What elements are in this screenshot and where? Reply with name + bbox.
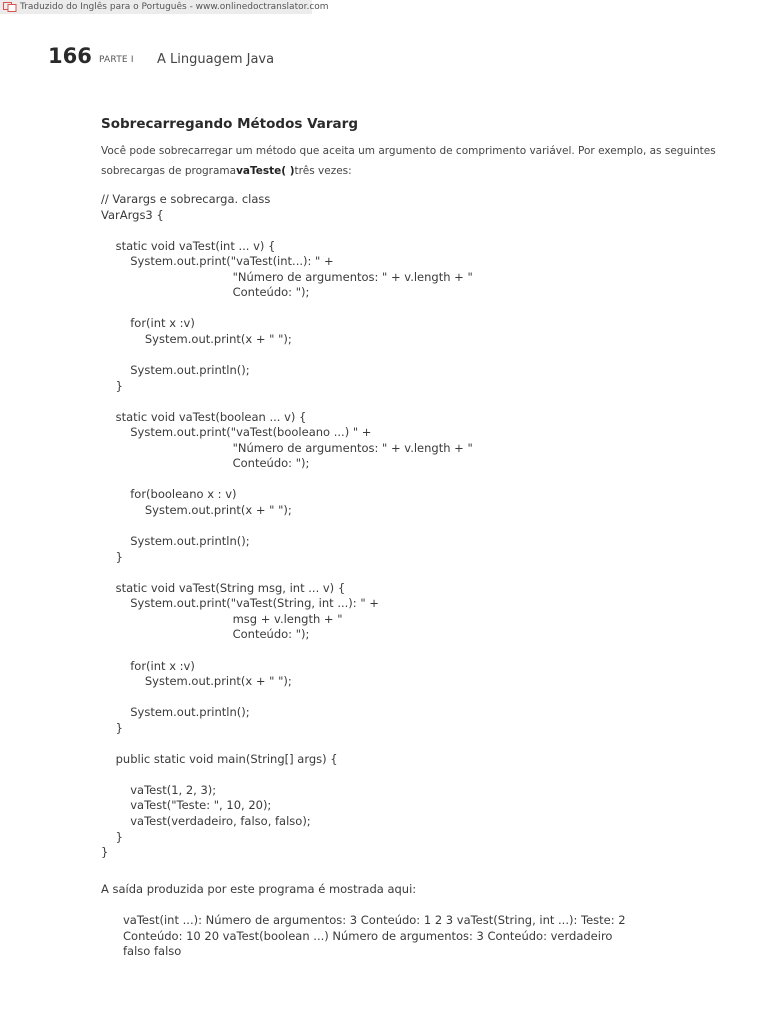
code-line: System.out.print("vaTest(int...): " + xyxy=(101,254,334,269)
program-output xyxy=(123,913,626,960)
code-line: vaTest("Teste: ", 10, 20); xyxy=(101,798,272,813)
code-line: static void vaTest(boolean ... v) { xyxy=(101,409,307,424)
intro-line-2-pre: sobrecargas de programa xyxy=(101,164,237,177)
code-line: } xyxy=(101,845,109,860)
code-line: for(booleano x : v) xyxy=(101,487,237,502)
intro-paragraph xyxy=(101,142,716,181)
code-line: Conteúdo: "); xyxy=(101,456,310,471)
output-line: vaTest(int ...): Número de argumentos: 3 Conteúdo: 1 2 3 vaTest(String, int ...): Teste: 2 xyxy=(123,913,626,927)
code-line: // Varargs e sobrecarga. class xyxy=(101,192,271,206)
code-line: System.out.print("vaTest(String, int ...): " + xyxy=(101,596,379,611)
code-line: } xyxy=(101,549,123,564)
code-line: Conteúdo: "); xyxy=(101,627,310,642)
code-line: static void vaTest(int ... v) { xyxy=(101,238,276,253)
code-line: "Número de argumentos: " + v.length + " xyxy=(101,440,473,455)
code-line: System.out.print(x + " "); xyxy=(101,503,292,517)
section-title: Sobrecarregando Métodos Vararg xyxy=(101,116,358,132)
code-line: } xyxy=(101,378,123,393)
page-number: 166 xyxy=(48,44,92,68)
code-line: System.out.print(x + " "); xyxy=(101,331,292,346)
code-line: System.out.println(); xyxy=(101,705,250,720)
code-line: for(int x :v) xyxy=(101,658,195,673)
code-line: vaTest(1, 2, 3); xyxy=(101,782,217,797)
part-label: PARTE I xyxy=(99,55,134,65)
code-line: vaTest(verdadeiro, falso, falso); xyxy=(101,814,311,828)
code-line: } xyxy=(101,829,123,844)
code-line: Conteúdo: "); xyxy=(101,285,310,300)
code-line: VarArgs3 { xyxy=(101,207,164,222)
code-line: System.out.println(); xyxy=(101,363,250,378)
code-line: for(int x :v) xyxy=(101,316,195,331)
intro-method-name: vaTeste( ) xyxy=(236,164,295,177)
intro-line-2 xyxy=(101,162,701,182)
code-line: msg + v.length + " xyxy=(101,611,343,626)
code-line: System.out.print(x + " "); xyxy=(101,674,292,689)
code-line: public static void main(String[] args) { xyxy=(101,751,338,766)
code-line: } xyxy=(101,720,123,735)
code-line: System.out.print("vaTest(booleano ...) " + xyxy=(101,425,372,440)
intro-line-2-post: três vezes: xyxy=(294,164,352,177)
intro-line-1: Você pode sobrecarregar um método que aceita um argumento de comprimento variável. Por exemplo, as seguintes xyxy=(101,145,716,157)
code-line: "Número de argumentos: " + v.length + " xyxy=(101,269,473,284)
code-line: System.out.println(); xyxy=(101,534,250,549)
output-line: Conteúdo: 10 20 vaTest(boolean ...) Número de argumentos: 3 Conteúdo: verdadeiro xyxy=(123,928,613,943)
translator-logo-icon xyxy=(3,2,17,12)
translator-banner-text[interactable]: Traduzido do Inglês para o Português - www.onlinedoctranslator.com xyxy=(20,2,329,12)
running-header-title: A Linguagem Java xyxy=(157,52,275,67)
code-line: static void vaTest(String msg, int ... v) { xyxy=(101,580,346,595)
translator-banner[interactable] xyxy=(0,0,329,14)
output-intro: A saída produzida por este programa é mostrada aqui: xyxy=(101,882,417,896)
output-line: falso falso xyxy=(123,944,182,959)
